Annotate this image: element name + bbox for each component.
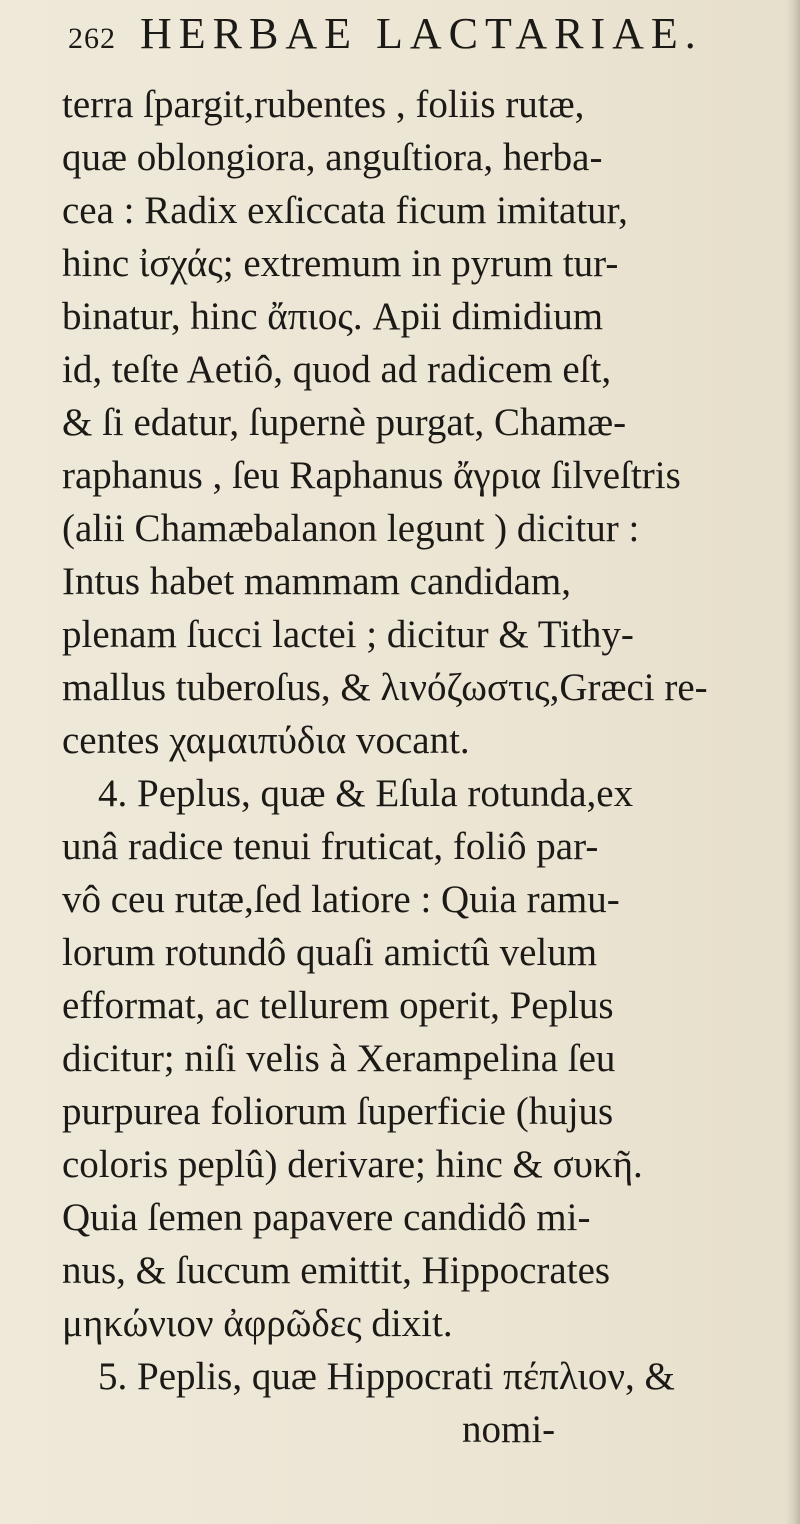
text-line: nus, & ſuccum emittit, Hippocrates [62,1249,611,1292]
text-line: vô ceu rutæ,ſed latiore : Quia ramu- [62,878,620,921]
text-line: hinc ἰσχάς; extremum in pyrum tur- [62,242,619,285]
text-line: purpurea foliorum ſuperficie (hujus [62,1090,614,1133]
text-line: coloris peplû) derivare; hinc & συκῆ. [62,1143,643,1186]
catchword: nomi- [462,1408,556,1451]
text-line: terra ſpargit,rubentes , foliis rutæ, [62,83,585,126]
text-line: plenam ſucci lactei ; dicitur & Tithy- [62,613,634,656]
text-line: unâ radice tenui fruticat, foliô par- [62,825,599,868]
text-line: mallus tuberoſus, & λινόζωστις,Græci re- [62,666,708,709]
text-line: lorum rotundô quaſi amictû velum [62,931,598,974]
text-line: efformat, ac tellurem operit, Peplus [62,984,614,1027]
text-line: cea : Radix exſiccata ficum imitatur, [62,189,628,232]
page-number: 262 [68,22,116,55]
body-text [62,78,782,1456]
section-5-start: 5. Peplis, quæ Hippocrati πέπλιον, & [98,1355,675,1398]
text-line: (alii Chamæbalanon legunt ) dicitur : [62,507,640,550]
text-line: binatur, hinc ἄπιος. Apii dimidium [62,295,604,338]
text-line: dicitur; niſi velis à Xerampelina ſeu [62,1037,616,1080]
text-line: quæ oblongiora, anguſtiora, herba- [62,136,603,179]
page-fold-edge [786,0,800,1524]
text-line: Quia ſemen papavere candidô mi- [62,1196,591,1239]
text-line: μηκώνιον ἀφρῶδες dixit. [62,1302,453,1345]
page-header [68,8,703,78]
text-line: Intus habet mammam candidam, [62,560,572,603]
text-line: & ſi edatur, ſupernè purgat, Chamæ- [62,401,627,444]
text-line: id, teſte Aetiô, quod ad radicem eſt, [62,348,612,391]
running-title: HERBAE LACTARIAE. [140,9,703,58]
section-4-start: 4. Peplus, quæ & Eſula rotunda,ex [98,772,634,815]
text-line: raphanus , ſeu Raphanus ἄγρια ſilveſtris [62,454,681,497]
text-line: centes χαμαιπύδια vocant. [62,719,470,762]
